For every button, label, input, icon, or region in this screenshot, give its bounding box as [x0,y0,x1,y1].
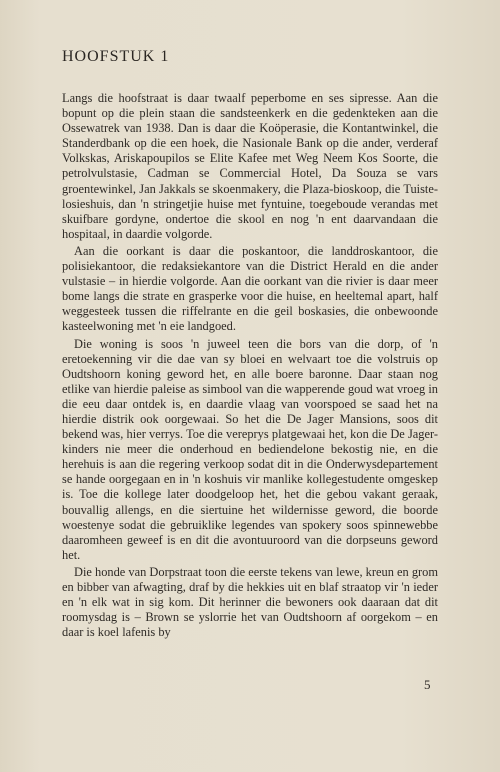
page-number: 5 [424,677,431,692]
chapter-heading: HOOFSTUK 1 [62,48,170,65]
paragraph-1: Langs die hoofstraat is daar twaalf peperbome en ses sipresse. Aan die bopunt op die plein staan die sandsteenkerk en die gedenkteken aan die Ossewatrek van 1938. Dan is daar die Koöperasie, die Kontantwinkel, die Standerdbank op die een hoek, die Nasionale Bank op die ander, verderaf Volkskas, Ariskapoupilos se Elite Kafee met Weg Neem Kos Soorte, die petrolvulstasie, Cadman se Commercial Hotel, Da Souza se vars groentewinkel, Jan Jakkals se skoenmakery, die Plaza-bioskoop, die Tuiste-losieshuis, dan 'n stringetjie huise met fyntuine, toegeboude verandas met skuifbare gordyne, ondertoe die skool en nog 'n ent daarvandaan die hospitaal, in daardie volgorde. [62,91,438,241]
paragraph-4: Die honde van Dorpstraat toon die eerste tekens van lewe, kreun en grom en bibber van afwagting, draf by die hekkies uit en blaf straatop vir 'n ieder en 'n elk wat in sig kom. Dit herinner die bewoners ook daaraan dat dit roomysdag is – Brown se yslorrie het van Oudtshoorn af oorgekom – en daar is koel lafenis by [62,564,438,640]
body-text [62,91,438,642]
paragraph-3: Die woning is soos 'n juweel teen die bors van die dorp, of 'n eretoekenning vir die dae van sy bloei en welvaart toe die volstruis op Oudtshoorn koning geword het, en alle boere baronne. Daar staan nog etlike van hierdie paleise as simbool van die wapperende goud wat vroeg in die eeu daar ontdek is, en daardie vlaag van voorspoed se saad het na hierdie distrik ook oorgewaai. So het die De Jager Mansions, soos dit bekend was, hier verrys. Toe die vereprys platgewaai het, kon die De Jager-kinders nie meer die onderhoud en bediendelone bekostig nie, en die herehuis is aan die regering verkoop sodat dit in die Onderwysdepartement se hande oorgegaan en in 'n koshuis vir manlike kollegestudente omgeskep is. Toe die kollege later doodgeloop het, het die gebou vakant geraak, bouvallig allengs, en die siertuine het wildernisse geword, die boorde woestenye sodat die gebruiklike legendes van spokery soos spinnewebbe daaromheen geweef is en dit die avontuuroord van die dorpseuns geword het. [62,336,438,562]
paragraph-2: Aan die oorkant is daar die poskantoor, die landdroskantoor, die polisiekantoor, die redaksiekantore van die District Herald en die ander vulstasie – in hierdie volgorde. Aan die oorkant van die rivier is daar meer bome langs die strate en grasperke voor die huise, en heeltemal apart, half weggesteek tussen die riffelrante en die geil boskasies, die onbewoonde kasteelwoning met 'n eie landgoed. [62,243,438,334]
